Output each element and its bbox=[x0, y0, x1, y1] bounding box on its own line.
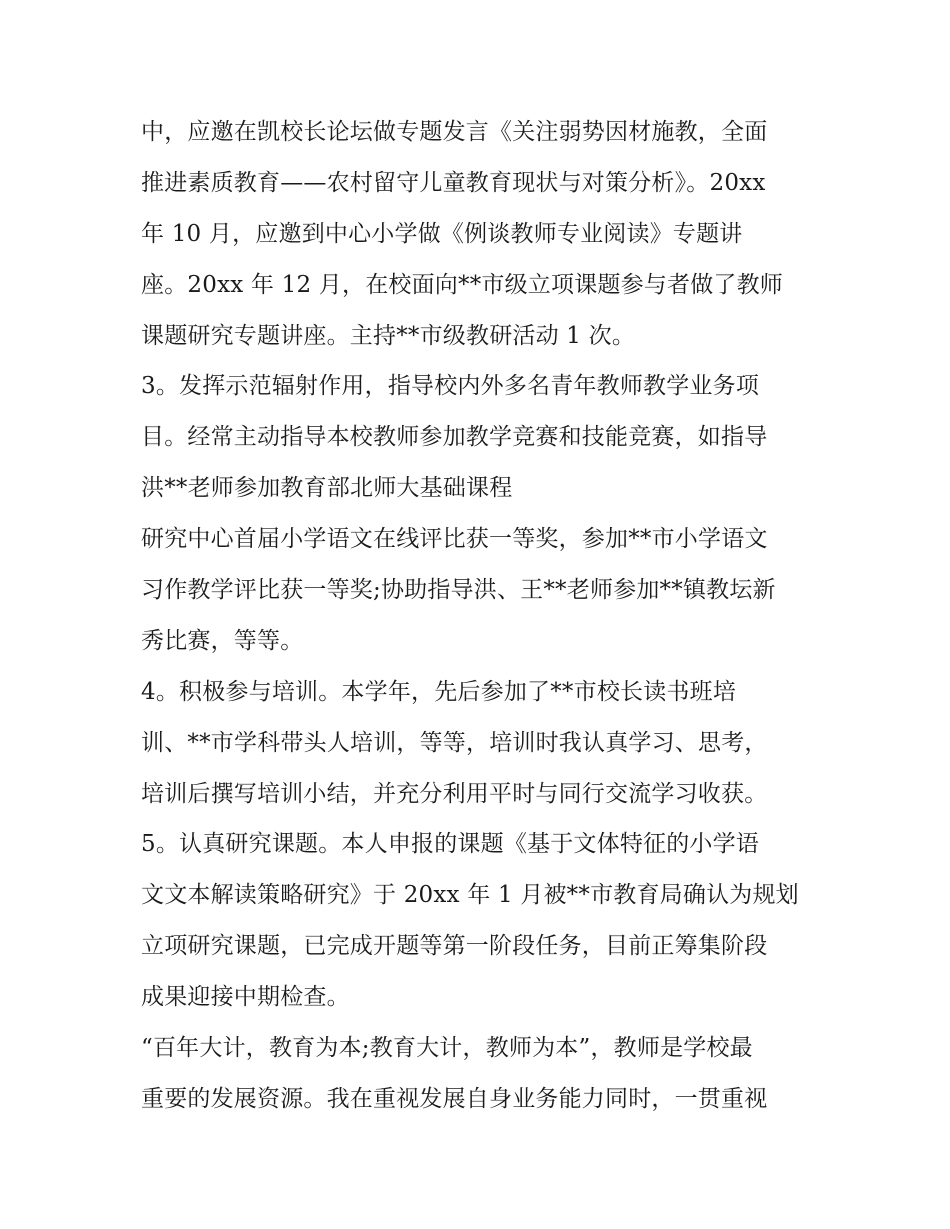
text-line: 课题研究专题讲座。主持**市级教研活动 1 次。 bbox=[141, 322, 636, 349]
text-line: 推进素质教育——农村留守儿童教育现状与对策分析》。20xx bbox=[141, 169, 766, 196]
text-line: 5。认真研究课题。本人申报的课题《基于文体特征的小学语 bbox=[141, 831, 760, 858]
text-line: 秀比赛，等等。 bbox=[141, 627, 304, 654]
text-line: 文文本解读策略研究》于 20xx 年 1 月被**市教育局确认为规划 bbox=[141, 882, 799, 909]
text-line: 训、**市学科带头人培训，等等，培训时我认真学习、思考， bbox=[141, 729, 768, 756]
text-line: 座。20xx 年 12 月，在校面向**市级立项课题参与者做了教师 bbox=[141, 271, 784, 298]
text-line: 中，应邀在凯校长论坛做专题发言《关注弱势因材施教，全面 bbox=[141, 119, 768, 145]
text-line: 成果迎接中期检查。 bbox=[141, 984, 350, 1011]
text-line: 3。发挥示范辐射作用，指导校内外多名青年教师教学业务项 bbox=[141, 373, 760, 400]
text-line: 年 10 月，应邀到中心小学做《例谈教师专业阅读》专题讲 bbox=[141, 220, 743, 247]
text-line: 习作教学评比获一等奖;协助指导洪、王**老师参加**镇教坛新 bbox=[141, 577, 776, 604]
text-line: 洪**老师参加教育部北师大基础课程 bbox=[141, 475, 513, 502]
text-line: 目。经常主动指导本校教师参加教学竞赛和技能竞赛，如指导 bbox=[141, 424, 768, 451]
text-line: “百年大计，教育为本;教育大计，教师为本”，教师是学校最 bbox=[141, 1035, 753, 1062]
text-line: 重要的发展资源。我在重视发展自身业务能力同时，一贯重视 bbox=[141, 1085, 768, 1112]
text-line: 培训后撰写培训小结，并充分利用平时与同行交流学习收获。 bbox=[141, 780, 768, 807]
document-body bbox=[141, 107, 821, 1125]
text-line: 研究中心首届小学语文在线评比获一等奖，参加**市小学语文 bbox=[141, 526, 768, 553]
text-line: 立项研究课题，已完成开题等第一阶段任务，目前正筹集阶段 bbox=[141, 933, 768, 960]
text-line: 4。积极参与培训。本学年，先后参加了**市校长读书班培 bbox=[141, 678, 737, 705]
